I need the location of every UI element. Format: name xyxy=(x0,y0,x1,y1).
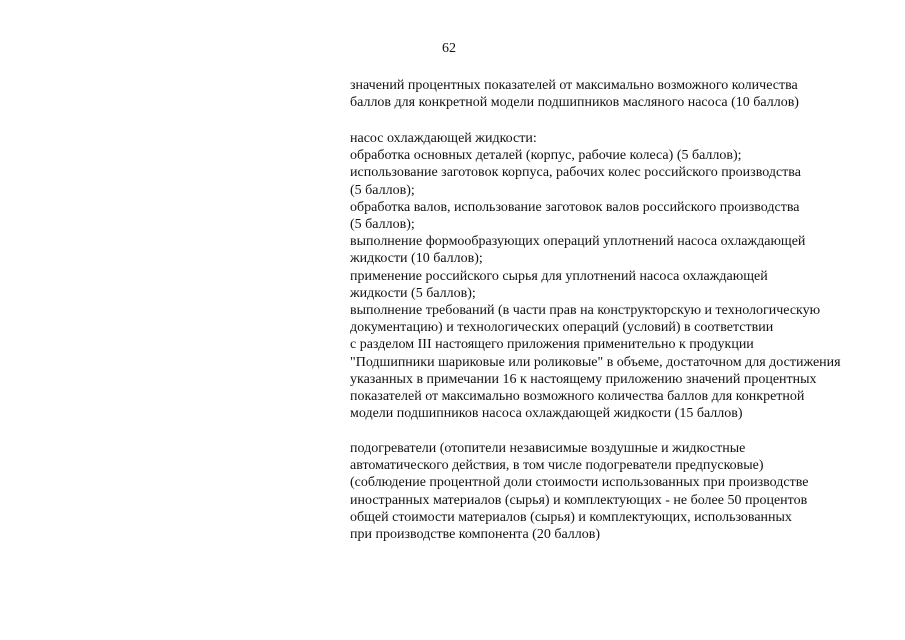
paragraph-coolant-pump xyxy=(350,130,890,422)
text-line: при производстве компонента (20 баллов) xyxy=(350,527,601,543)
text-line: (5 баллов); xyxy=(350,182,415,198)
text-line: выполнение требований (в части прав на конструкторскую и технологическую xyxy=(350,303,821,319)
text-line: модели подшипников насоса охлаждающей жидкости (15 баллов) xyxy=(350,406,743,422)
text-line: иностранных материалов (сырья) и комплектующих - не более 50 процентов xyxy=(350,492,808,508)
text-line: с разделом III настоящего приложения применительно к продукции xyxy=(350,337,754,353)
text-line: жидкости (10 баллов); xyxy=(350,251,483,267)
text-line: применение российского сырья для уплотнений насоса охлаждающей xyxy=(350,268,768,284)
text-line: выполнение формообразующих операций уплотнений насоса охлаждающей xyxy=(350,234,806,250)
text-line: подогреватели (отопители независимые воздушные и жидкостные xyxy=(350,441,746,456)
text-line: показателей от максимально возможного количества баллов для конкретной xyxy=(350,389,805,405)
text-line: "Подшипники шариковые или роликовые" в объеме, достаточном для достижения xyxy=(350,354,841,370)
text-line: указанных в примечании 16 к настоящему приложению значений процентных xyxy=(350,371,817,387)
text-line: документацию) и технологических операций (условий) в соответствии xyxy=(350,320,774,336)
paragraph-bearings-oil-pump xyxy=(350,77,890,111)
text-line: обработка валов, использование заготовок валов российского производства xyxy=(350,199,800,215)
text-line: насос охлаждающей жидкости: xyxy=(350,131,537,146)
text-line: жидкости (5 баллов); xyxy=(350,285,476,301)
text-line: (соблюдение процентной доли стоимости использованных при производстве xyxy=(350,475,809,491)
text-line: автоматического действия, в том числе подогреватели предпусковые) xyxy=(350,458,764,474)
text-line: обработка основных деталей (корпус, рабочие колеса) (5 баллов); xyxy=(350,148,742,164)
page-number: 62 xyxy=(442,41,456,56)
text-line: общей стоимости материалов (сырья) и комплектующих, использованных xyxy=(350,509,792,525)
text-line: (5 баллов); xyxy=(350,217,415,233)
text-line: использование заготовок корпуса, рабочих колес российского производства xyxy=(350,165,801,181)
paragraph-heaters xyxy=(350,440,890,543)
text-line: значений процентных показателей от максимально возможного количества xyxy=(350,78,798,93)
text-line: баллов для конкретной модели подшипников масляного насоса (10 баллов) xyxy=(350,95,799,111)
